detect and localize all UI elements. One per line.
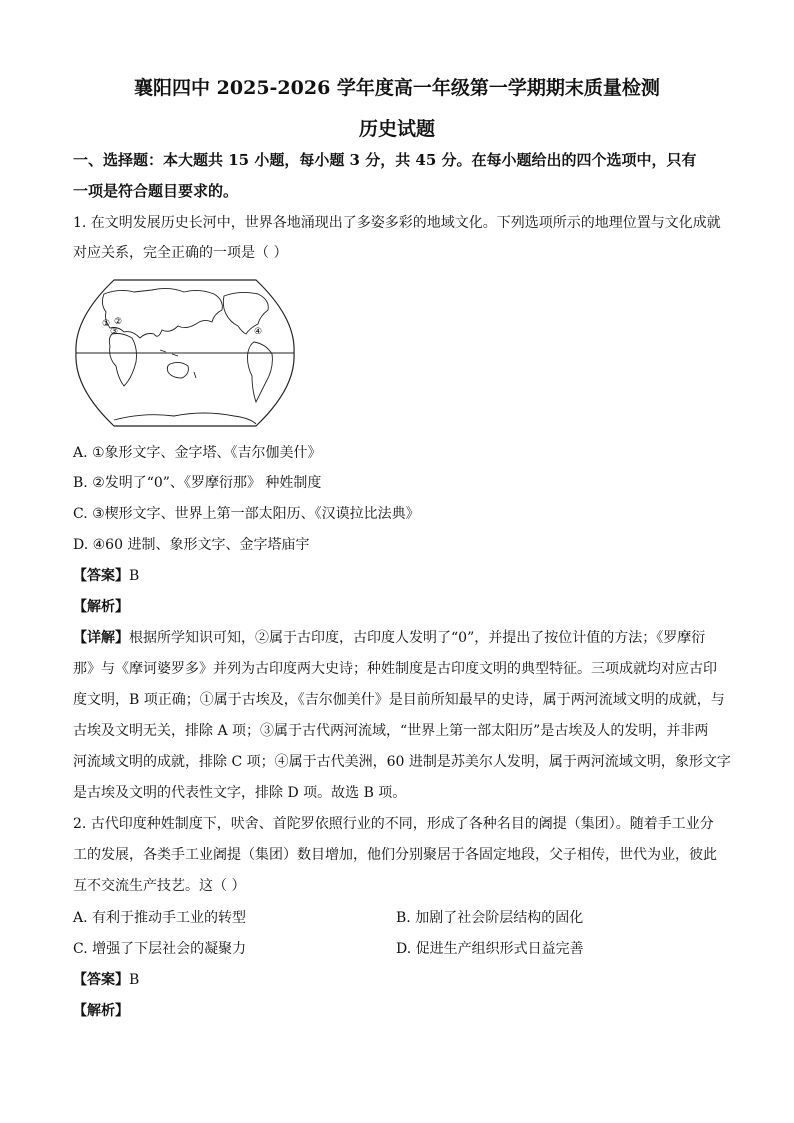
section-instruction-line1: 一、选择题：本大题共 15 小题，每小题 3 分，共 45 分。在每小题给出的四个选项中，只有 bbox=[73, 151, 697, 169]
q1-detail-text1: 根据所学知识可知，②属于古印度，古印度人发明了“0”，并提出了按位计值的方法；《罗摩衍 bbox=[129, 630, 706, 646]
q2-answer-value: B bbox=[129, 972, 140, 988]
map-marker-2: ② bbox=[114, 317, 123, 327]
q2-option-c: C. 增强了下层社会的凝聚力 bbox=[73, 941, 247, 957]
q1-detail-line2: 那》与《摩诃婆罗多》并列为古印度两大史诗；种姓制度是古印度文明的典型特征。三项成就均对应古印 bbox=[73, 661, 717, 677]
q1-analysis-tag: 【解析】 bbox=[73, 599, 129, 615]
q1-stem-line2: 对应关系，完全正确的一项是（ ） bbox=[73, 245, 288, 261]
page-subtitle: 历史试题 bbox=[358, 118, 435, 140]
q1-option-a: A. ①象形文字、金字塔、《吉尔伽美什》 bbox=[73, 445, 322, 461]
q2-stem-line2: 工的发展，各类手工业阇提（集团）数目增加，他们分别聚居于各固定地段，父子相传，世代为业，彼此 bbox=[73, 847, 717, 863]
map-marker-4: ④ bbox=[254, 327, 263, 337]
q2-stem-line3: 互不交流生产技艺。这（ ） bbox=[73, 878, 246, 894]
section-instruction-line2: 一项是符合题目要求的。 bbox=[73, 182, 239, 200]
map-marker-1: ① bbox=[102, 319, 111, 329]
q1-stem-line1: 1. 在文明发展历史长河中，世界各地涌现出了多姿多彩的地域文化。下列选项所示的地理位置与文化成就 bbox=[73, 215, 721, 231]
q1-detail-line4: 古埃及文明无关，排除 A 项；③属于古代两河流域，“世界上第一部太阳历”是古埃及人的发明，并非两 bbox=[73, 723, 709, 739]
q2-answer bbox=[73, 970, 139, 990]
q1-detail-line5: 河流域文明的成就，排除 C 项；④属于古代美洲，60 进制是苏美尔人发明，属于两河流域文明，象形文字 bbox=[73, 754, 731, 770]
q1-detail-tag: 【详解】 bbox=[73, 630, 129, 646]
q2-stem-line1: 2. 古代印度种姓制度下，吠舍、首陀罗依照行业的不同，形成了各种名目的阇提（集团）。随着手工业分 bbox=[73, 816, 714, 832]
q1-answer-tag: 【答案】 bbox=[73, 568, 129, 584]
q1-detail-line1 bbox=[73, 628, 705, 648]
page-title: 襄阳四中 2025-2026 学年度高一年级第一学期期末质量检测 bbox=[134, 77, 660, 99]
q2-option-a: A. 有利于推动手工业的转型 bbox=[73, 910, 247, 926]
q1-option-b: B. ②发明了“0”、《罗摩衍那》 种姓制度 bbox=[73, 475, 322, 491]
q2-answer-tag: 【答案】 bbox=[73, 972, 129, 988]
q1-detail-line3: 度文明，B 项正确；①属于古埃及，《吉尔伽美什》是目前所知最早的史诗，属于两河流域文明的成就，与 bbox=[73, 692, 725, 708]
q2-option-b: B. 加剧了社会阶层结构的固化 bbox=[396, 910, 584, 926]
q1-option-d: D. ④60 进制、象形文字、金字塔庙宇 bbox=[73, 537, 310, 553]
world-map-figure bbox=[74, 278, 296, 428]
q1-answer bbox=[73, 566, 139, 586]
map-marker-3: ③ bbox=[110, 327, 119, 337]
q2-analysis-tag: 【解析】 bbox=[73, 1003, 129, 1019]
q1-option-c: C. ③楔形文字、世界上第一部太阳历、《汉谟拉比法典》 bbox=[73, 506, 420, 522]
q1-answer-value: B bbox=[129, 568, 140, 584]
q1-detail-line6: 是古埃及文明的代表性文字，排除 D 项。故选 B 项。 bbox=[73, 785, 407, 801]
q2-option-d: D. 促进生产组织形式日益完善 bbox=[396, 941, 584, 957]
